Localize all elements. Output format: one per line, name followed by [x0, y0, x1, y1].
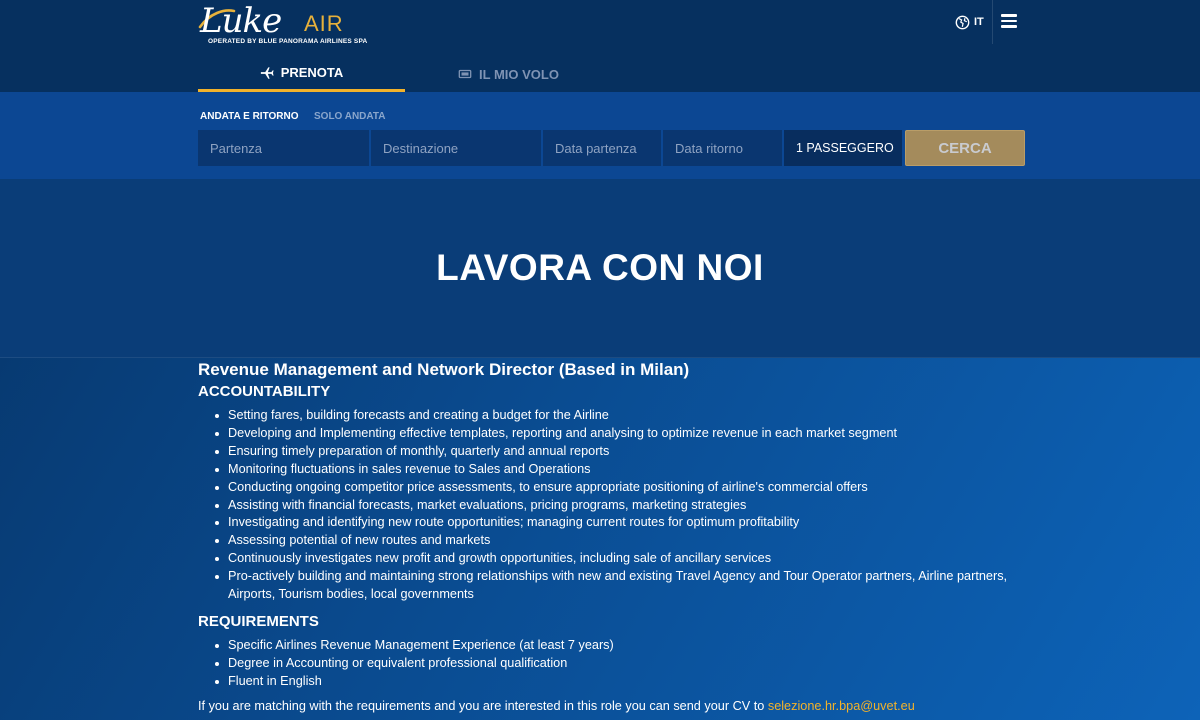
search-button[interactable]: CERCA: [905, 130, 1025, 166]
trip-type-round-trip[interactable]: ANDATA E RITORNO: [200, 111, 299, 122]
trip-type-one-way[interactable]: SOLO ANDATA: [314, 111, 386, 122]
hero-banner: [0, 179, 1200, 358]
departure-date-input[interactable]: [543, 130, 661, 166]
list-item: Investigating and identifying new route opportunities; managing current routes for optimum profitability: [198, 514, 1028, 532]
flight-search-panel: [0, 92, 1200, 179]
list-item: Conducting ongoing competitor price assessments, to ensure appropriate positioning of airline's commercial offers: [198, 479, 1028, 497]
language-selector[interactable]: [955, 13, 984, 31]
cv-text: If you are matching with the requirements and you are interested in this role you can send your CV to: [198, 698, 768, 713]
passengers-selector[interactable]: 1 PASSEGGERO: [784, 130, 902, 166]
ticket-icon: [458, 67, 472, 81]
list-item: Monitoring fluctuations in sales revenue to Sales and Operations: [198, 461, 1028, 479]
list-item: Degree in Accounting or equivalent professional qualification: [198, 655, 1028, 673]
list-item: Continuously investigates new profit and growth opportunities, including sale of ancillary services: [198, 550, 1028, 568]
tab-prenota-label: PRENOTA: [280, 65, 344, 80]
logo-air-text: AIR: [304, 11, 344, 36]
cv-instructions: [198, 697, 1028, 715]
list-item: Pro-actively building and maintaining strong relationships with new and existing Travel Agency and Tour Operator partners, Airline partners, Airports, Tourism bodies, local governments: [198, 568, 1028, 604]
list-item: Fluent in English: [198, 673, 1028, 691]
job-description: [198, 358, 1028, 715]
top-navigation-bar: [0, 0, 1200, 92]
cv-email-link[interactable]: selezione.hr.bpa@uvet.eu: [767, 698, 915, 713]
tab-prenota[interactable]: [198, 56, 405, 92]
requirements-heading: REQUIREMENTS: [198, 612, 319, 630]
luke-air-logo[interactable]: [200, 1, 368, 47]
job-title: Revenue Management and Network Director (Based in Milan): [198, 360, 690, 379]
globe-icon: [955, 15, 970, 30]
header-divider: [992, 0, 993, 44]
list-item: Assisting with financial forecasts, market evaluations, pricing programs, marketing strategies: [198, 497, 1028, 515]
list-item: Setting fares, building forecasts and creating a budget for the Airline: [198, 407, 1028, 425]
requirements-list: [198, 637, 1028, 691]
logo-wordmark: Luke: [200, 1, 282, 41]
accountability-heading: ACCOUNTABILITY: [198, 383, 331, 400]
list-item: Ensuring timely preparation of monthly, quarterly and annual reports: [198, 443, 1028, 461]
hamburger-menu-icon[interactable]: [1001, 14, 1017, 28]
language-code: IT: [974, 16, 984, 28]
departure-input[interactable]: [198, 130, 369, 166]
tab-il-mio-volo[interactable]: [405, 56, 612, 92]
return-date-input[interactable]: [663, 130, 782, 166]
list-item: Specific Airlines Revenue Management Experience (at least 7 years): [198, 637, 1028, 655]
destination-input[interactable]: [371, 130, 541, 166]
accountability-list: [198, 407, 1028, 604]
tab-il-mio-volo-label: IL MIO VOLO: [479, 66, 559, 82]
list-item: Assessing potential of new routes and markets: [198, 532, 1028, 550]
page-title: LAVORA CON NOI: [436, 247, 764, 288]
logo-subtitle: OPERATED BY BLUE PANORAMA AIRLINES SPA: [208, 38, 368, 45]
plane-icon: [260, 66, 274, 80]
list-item: Developing and Implementing effective templates, reporting and analysing to optimize revenue in each market segment: [198, 425, 1028, 443]
